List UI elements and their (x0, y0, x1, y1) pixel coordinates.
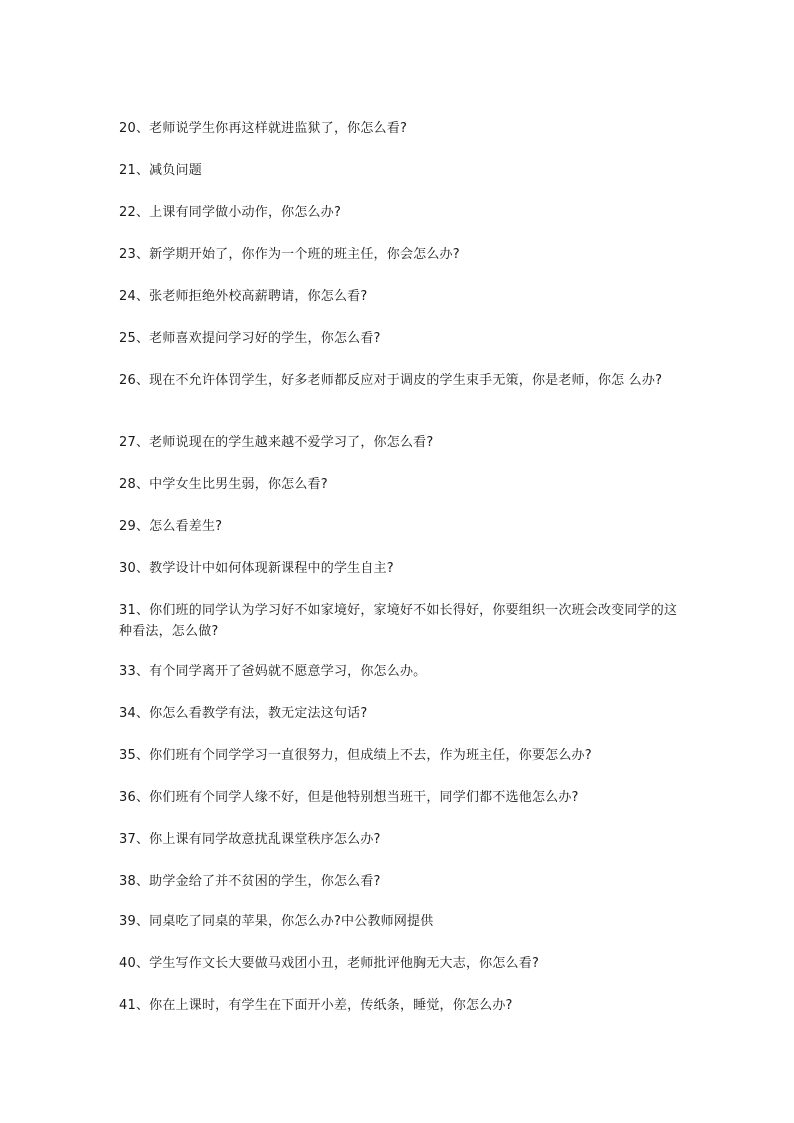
question-25: 25、老师喜欢提问学习好的学生，你怎么看? (119, 331, 381, 346)
question-23: 23、新学期开始了，你作为一个班的班主任，你会怎么办? (119, 247, 460, 262)
question-41: 41、你在上课时，有学生在下面开小差，传纸条，睡觉，你怎么办? (119, 998, 513, 1013)
question-26: 26、现在不允许体罚学生，好多老师都反应对于调皮的学生束手无策，你是老师，你怎 么办? (119, 373, 663, 388)
question-21: 21、减负问题 (119, 163, 202, 178)
question-28: 28、中学女生比男生弱，你怎么看? (119, 477, 328, 492)
question-40: 40、学生写作文长大要做马戏团小丑，老师批评他胸无大志，你怎么看? (119, 956, 540, 971)
question-36: 36、你们班有个同学人缘不好，但是他特别想当班干，同学们都不选他怎么办? (119, 790, 579, 805)
question-33: 33、有个同学离开了爸妈就不愿意学习，你怎么办。 (119, 664, 427, 679)
question-30: 30、教学设计中如何体现新课程中的学生自主? (119, 561, 394, 576)
question-27: 27、老师说现在的学生越来越不爱学习了，你怎么看? (119, 435, 434, 450)
question-35: 35、你们班有个同学学习一直很努力，但成绩上不去，作为班主任，你要怎么办? (119, 748, 592, 763)
question-34: 34、你怎么看教学有法，教无定法这句话? (119, 706, 368, 721)
question-20: 20、老师说学生你再这样就进监狱了，你怎么看? (119, 121, 408, 136)
question-29: 29、怎么看差生? (119, 519, 223, 534)
question-37: 37、你上课有同学故意扰乱课堂秩序怎么办? (119, 832, 381, 847)
question-24: 24、张老师拒绝外校高薪聘请，你怎么看? (119, 289, 368, 304)
question-38: 38、助学金给了并不贫困的学生，你怎么看? (119, 874, 381, 889)
question-31: 31、你们班的同学认为学习好不如家境好，家境好不如长得好，你要组织一次班会改变同学的这种看法，怎么做? (119, 603, 678, 639)
question-22: 22、上课有同学做小动作，你怎么办? (119, 205, 342, 220)
question-39: 39、同桌吃了同桌的苹果，你怎么办?中公教师网提供 (119, 914, 434, 929)
